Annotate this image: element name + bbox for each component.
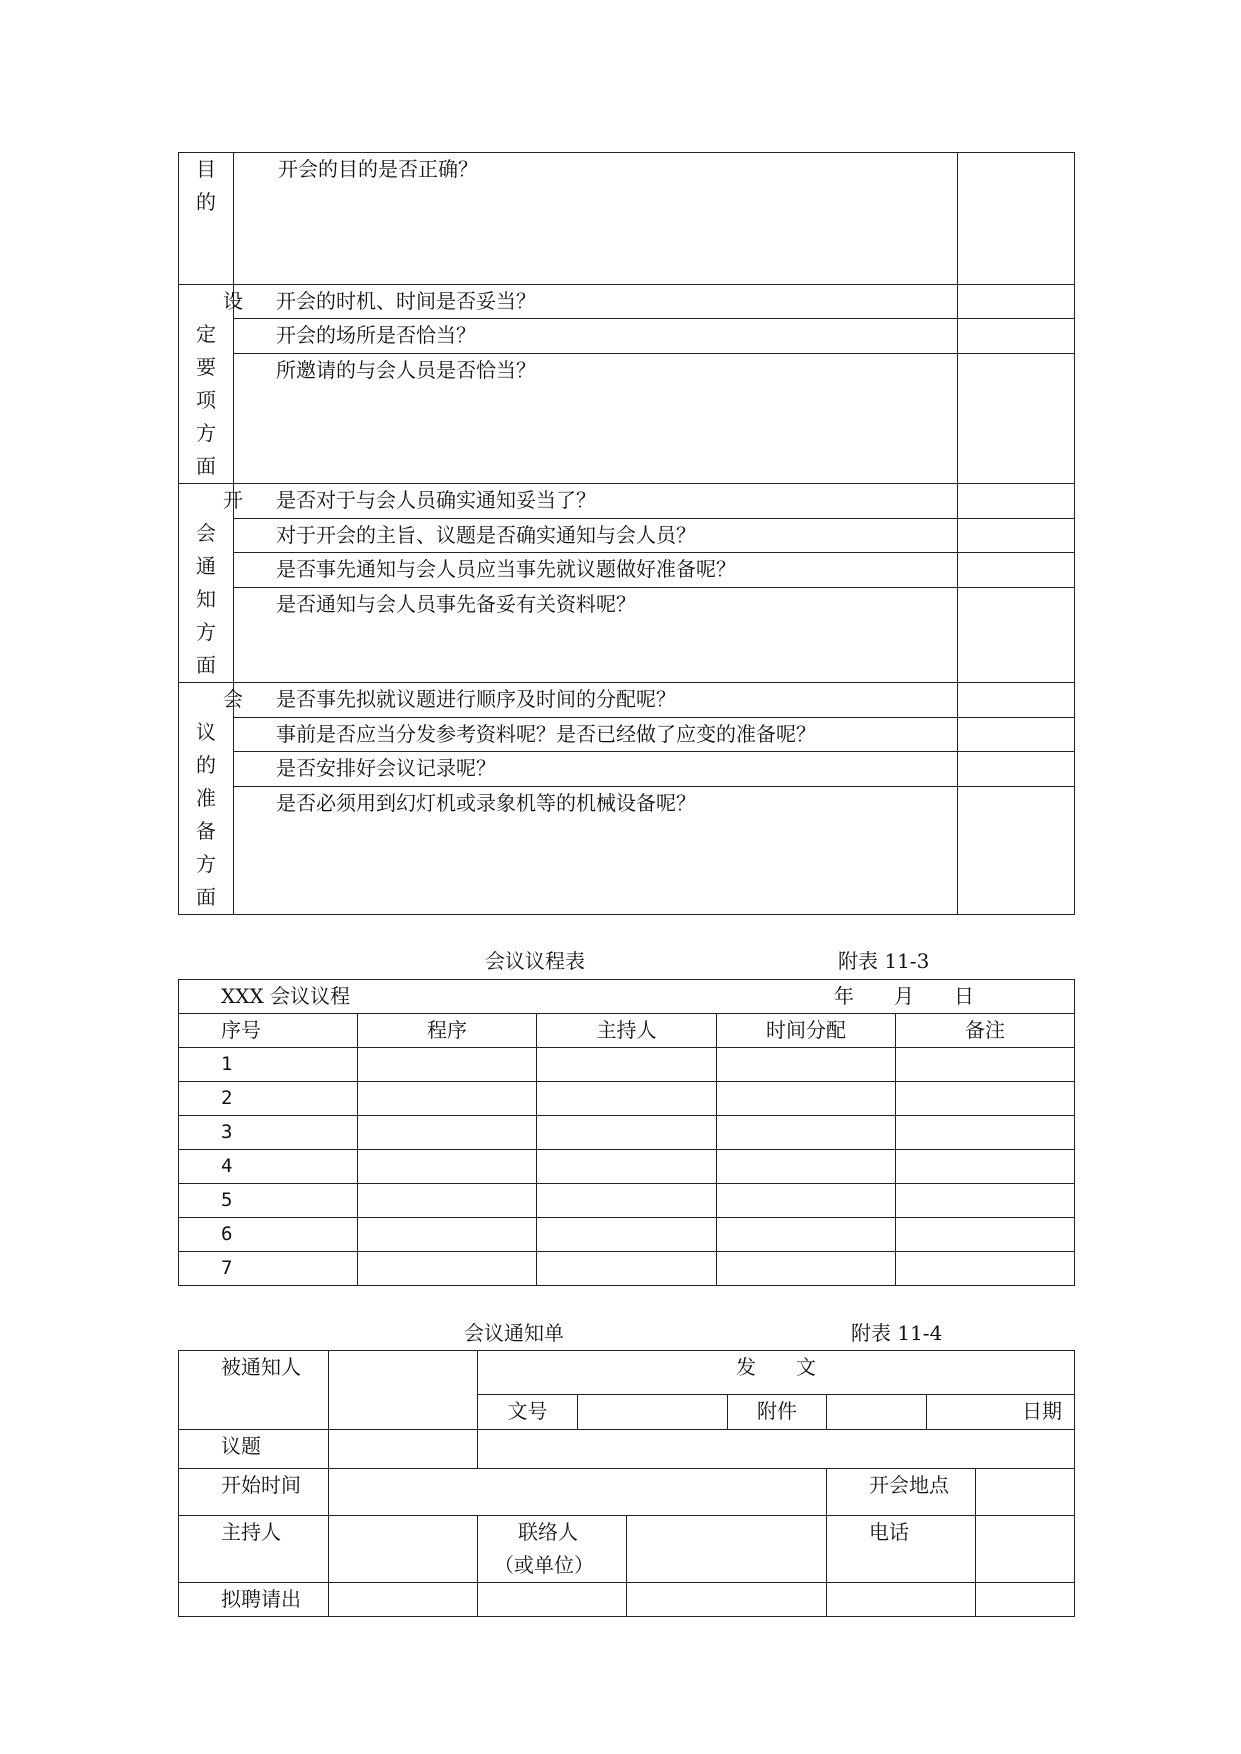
question-cell: 事前是否应当分发参考资料呢？是否已经做了应变的准备呢？ bbox=[234, 717, 958, 752]
question-cell: 是否必须用到幻灯机或录象机等的机械设备呢？ bbox=[234, 786, 958, 914]
header-remarks: 备注 bbox=[896, 1014, 1075, 1048]
agenda-caption: 会议议程表 bbox=[485, 949, 585, 973]
check-cell bbox=[958, 518, 1075, 553]
question-cell: 开会的目的是否正确？ bbox=[234, 153, 958, 285]
agenda-table bbox=[178, 979, 1075, 1286]
table-row: 3 bbox=[179, 1116, 1075, 1150]
dispatch-label: 发 文 bbox=[478, 1351, 1075, 1395]
invite-label: 拟聘请出 bbox=[179, 1583, 329, 1617]
topic-value bbox=[478, 1430, 1075, 1469]
host-label: 主持人 bbox=[179, 1516, 329, 1583]
venue-label: 开会地点 bbox=[827, 1469, 976, 1516]
question-cell: 是否对于与会人员确实通知妥当了？ bbox=[234, 484, 958, 519]
table-row bbox=[179, 1516, 1075, 1583]
table-row bbox=[179, 153, 1075, 285]
check-cell bbox=[958, 484, 1075, 519]
agenda-title-row bbox=[179, 980, 1075, 1014]
table-row bbox=[179, 683, 1075, 718]
notice-caption: 会议通知单 bbox=[464, 1321, 564, 1345]
phone-label: 电话 bbox=[827, 1516, 976, 1583]
host-value bbox=[329, 1516, 478, 1583]
table-row bbox=[179, 1351, 1075, 1395]
meeting-notice-table bbox=[178, 1350, 1075, 1617]
question-cell: 是否事先拟就议题进行顺序及时间的分配呢？ bbox=[234, 683, 958, 718]
attachment-label: 附件 bbox=[728, 1395, 827, 1430]
header-host: 主持人 bbox=[537, 1014, 717, 1048]
header-procedure: 程序 bbox=[358, 1014, 537, 1048]
question-cell: 是否通知与会人员事先备妥有关资料呢？ bbox=[234, 587, 958, 682]
venue-value bbox=[976, 1469, 1075, 1516]
check-cell bbox=[958, 786, 1075, 914]
question-cell: 是否事先通知与会人员应当事先就议题做好准备呢？ bbox=[234, 553, 958, 588]
agenda-date: 年 月 日 bbox=[834, 984, 974, 1008]
table-row: 7 bbox=[179, 1252, 1075, 1286]
question-cell: 开会的时机、时间是否妥当？ bbox=[234, 285, 958, 319]
table-row bbox=[179, 553, 1075, 588]
topic-label: 议题 bbox=[179, 1430, 329, 1469]
category-cell: 设 定 要 项 方 面 bbox=[179, 285, 234, 484]
check-cell bbox=[958, 285, 1075, 319]
start-time-value bbox=[329, 1469, 827, 1516]
start-time-label: 开始时间 bbox=[179, 1469, 329, 1516]
table-row bbox=[179, 1469, 1075, 1516]
contact-value bbox=[627, 1516, 827, 1583]
check-cell bbox=[958, 752, 1075, 787]
agenda-ref: 附表 11-3 bbox=[838, 949, 930, 973]
check-cell bbox=[958, 553, 1075, 588]
check-cell bbox=[958, 717, 1075, 752]
attachment-value bbox=[827, 1395, 927, 1430]
meeting-checklist-table bbox=[178, 152, 1075, 915]
table-row: 1 bbox=[179, 1048, 1075, 1082]
check-cell bbox=[958, 319, 1075, 353]
check-cell bbox=[958, 587, 1075, 682]
doc-no-value bbox=[578, 1395, 728, 1430]
contact-label: 联络人 （或单位） bbox=[478, 1516, 627, 1583]
check-cell bbox=[958, 353, 1075, 483]
header-seq: 序号 bbox=[179, 1014, 358, 1048]
category-cell: 会 议 的 准 备 方 面 bbox=[179, 683, 234, 915]
table-row bbox=[179, 319, 1075, 353]
notice-ref: 附表 11-4 bbox=[851, 1321, 943, 1345]
header-time: 时间分配 bbox=[717, 1014, 896, 1048]
check-cell bbox=[958, 153, 1075, 285]
table-row bbox=[179, 1430, 1075, 1469]
check-cell bbox=[958, 683, 1075, 718]
table-row bbox=[179, 484, 1075, 519]
table-row bbox=[179, 786, 1075, 914]
notified-label: 被通知人 bbox=[179, 1351, 329, 1430]
table-row bbox=[179, 587, 1075, 682]
doc-no-label: 文号 bbox=[478, 1395, 578, 1430]
table-row: 4 bbox=[179, 1150, 1075, 1184]
question-cell: 所邀请的与会人员是否恰当？ bbox=[234, 353, 958, 483]
table-row bbox=[179, 752, 1075, 787]
question-cell: 对于开会的主旨、议题是否确实通知与会人员？ bbox=[234, 518, 958, 553]
table-row bbox=[179, 285, 1075, 319]
question-cell: 是否安排好会议记录呢？ bbox=[234, 752, 958, 787]
date-label: 日期 bbox=[927, 1395, 1075, 1430]
table-row bbox=[179, 518, 1075, 553]
table-row bbox=[179, 717, 1075, 752]
table-row bbox=[179, 353, 1075, 483]
table-row: 5 bbox=[179, 1184, 1075, 1218]
category-cell: 目 的 bbox=[179, 153, 234, 285]
phone-value bbox=[976, 1516, 1075, 1583]
table-row: 2 bbox=[179, 1082, 1075, 1116]
table-row bbox=[179, 1583, 1075, 1617]
agenda-title: XXX 会议议程 bbox=[221, 984, 351, 1008]
notified-value bbox=[329, 1351, 478, 1430]
table-row: 6 bbox=[179, 1218, 1075, 1252]
agenda-header-row bbox=[179, 1014, 1075, 1048]
question-cell: 开会的场所是否恰当？ bbox=[234, 319, 958, 353]
category-cell: 开 会 通 知 方 面 bbox=[179, 484, 234, 683]
